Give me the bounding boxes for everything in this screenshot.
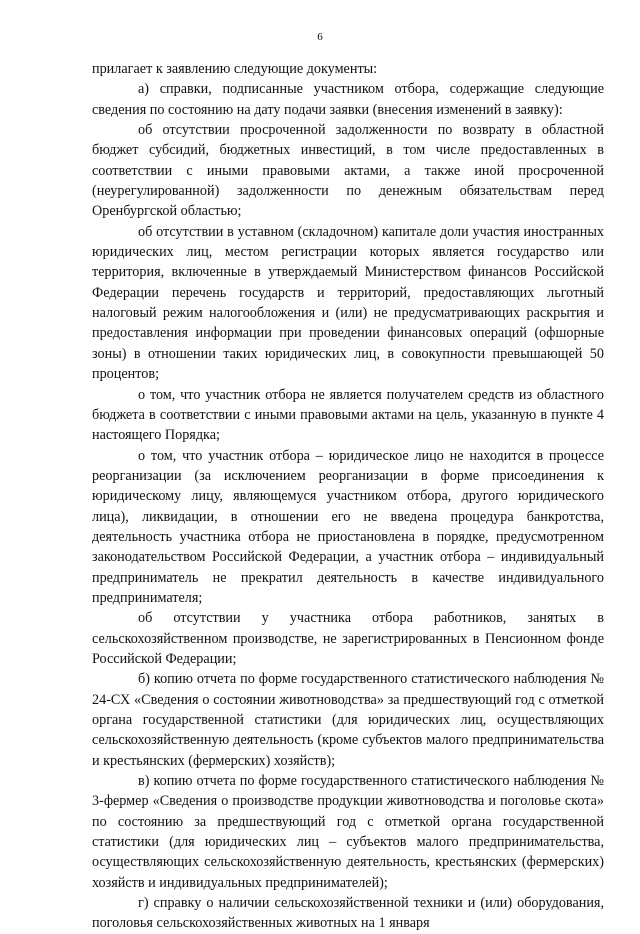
item-a-paragraph: а) справки, подписанные участником отбора, содержащие следующие сведения по состоянию на дату подачи заявки (внесения изменений в заявку): [92, 81, 604, 118]
foreign-capital-paragraph: об отсутствии в уставном (складочном) капитале доли участия иностранных юридических лиц, местом регистрации которых является государство или территория, включенные в утверждаемый Министерством финансов Российской Федерации перечень государств и территорий, предоставляющих льготный налоговый режим налогообложения и (или) не предусматривающих раскрытия и предоставления информации при проведении финансовых операций (офшорные зоны) в отношении таких юридических лиц, в совокупности превышающей 50 процентов; [92, 223, 604, 383]
item-v-paragraph: в) копию отчета по форме государственного статистического наблюдения № 3-фермер «Сведения о производстве продукции животноводства и поголовье скота» по состоянию за предшествующий год с отметкой органа государственной статистики (для юридических лиц – субъектов малого предпринимательства, осуществляющих сельскохозяйственную деятельность, крестьянских (фермерских) хозяйств и индивидуальных предпринимателей); [92, 773, 604, 891]
employees-paragraph: об отсутствии у участника отбора работников, занятых в сельскохозяйственном производстве, не зарегистрированных в Пенсионном фонде Российской Федерации; [92, 610, 604, 667]
page-number: 6 [317, 31, 323, 43]
item-g-paragraph: г) справку о наличии сельскохозяйственной техники и (или) оборудования, поголовья сельскохозяйственных животных на 1 января [92, 895, 604, 932]
item-b-paragraph: б) копию отчета по форме государственного статистического наблюдения № 24-СХ «Сведения о состоянии животноводства» за предшествующий год с отметкой органа государственной статистики (для юридических лиц, осуществляющих сельскохозяйственную деятельность (кроме субъектов малого предпринимательства и крестьянских (фермерских) хозяйств); [92, 671, 604, 769]
not-recipient-paragraph: о том, что участник отбора не является получателем средств из областного бюджета в соответствии с иными правовыми актами на цель, указанную в пункте 4 настоящего Порядка; [92, 386, 604, 444]
intro-paragraph: прилагает к заявлению следующие документы: [92, 61, 378, 77]
reorganization-paragraph: о том, что участник отбора – юридическое лицо не находится в процессе реорганизации (за исключением реорганизации в форме присоединения к юридическому лицу, являющемуся участником отбора, другого юридического лица), ликвидации, в отношении его не введена процедура банкротства, деятельность участника отбора не приостановлена в порядке, предусмотренном законодательством Российской Федерации, а участник отбора – индивидуальный предприниматель не прекратил деятельность в качестве индивидуального предпринимателя; [92, 447, 604, 606]
debt-absence-paragraph: об отсутствии просроченной задолженности по возврату в областной бюджет субсидий, бюджетных инвестиций, в том числе предоставленных в соответствии с иными правовыми актами, а также иной просроченной (неурегулированной) задолженности по денежным обязательствам перед Оренбургской областью; [92, 122, 604, 220]
document-body [92, 59, 604, 934]
